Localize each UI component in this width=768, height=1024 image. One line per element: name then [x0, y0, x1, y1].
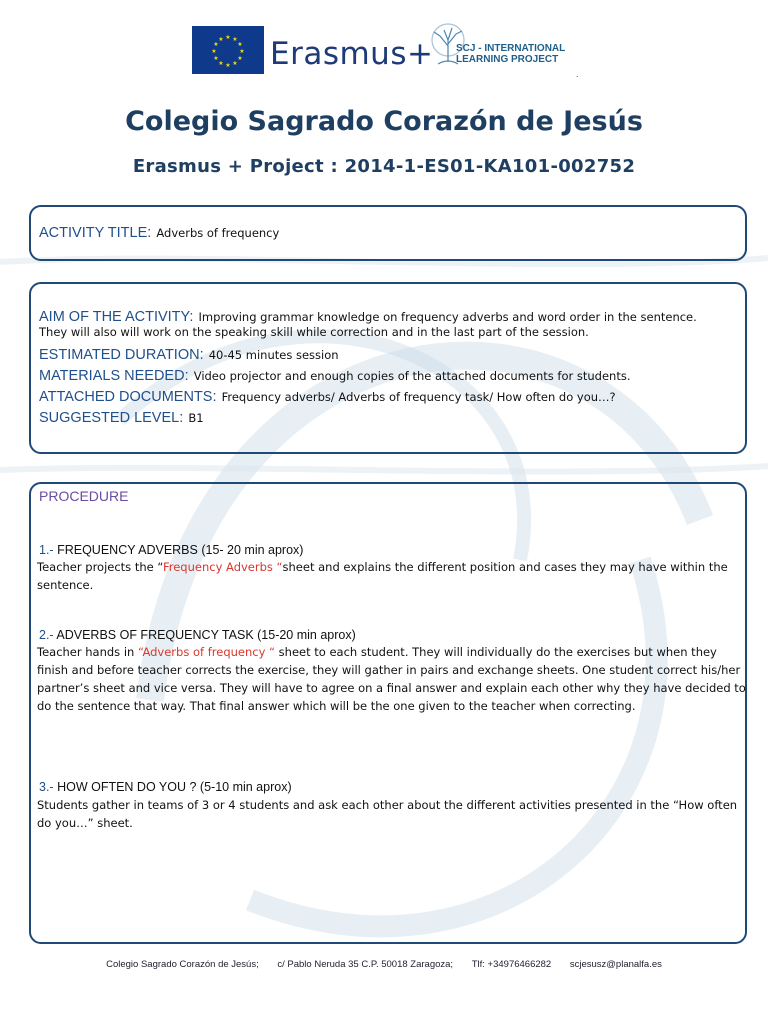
eu-stars-icon — [192, 26, 264, 74]
step-2-heading — [39, 628, 356, 642]
step-2-number: 2.- — [39, 628, 54, 642]
activity-details-box — [29, 282, 747, 454]
svg-text:★: ★ — [218, 36, 224, 43]
decorative-dot: . — [576, 70, 579, 79]
footer-phone: Tlf: +34976466282 — [471, 959, 552, 970]
materials-value: Video projector and enough copies of the attached documents for students. — [193, 369, 631, 383]
step-1-title: FREQUENCY ADVERBS (15- 20 min aprox) — [57, 543, 304, 557]
step-1-number: 1.- — [39, 543, 54, 557]
step-1-heading — [39, 543, 303, 557]
activity-title-label: ACTIVITY TITLE: — [39, 225, 152, 241]
aim-value: Improving grammar knowledge on frequency adverbs and word order in the sentence. — [198, 310, 697, 324]
aim-value-continued: They will also will work on the speaking skill while correction and in the last part of the session. — [39, 325, 589, 339]
adverbs-of-frequency-sheet-name: “Adverbs of frequency “ — [137, 645, 276, 659]
eu-flag-logo — [192, 26, 264, 74]
duration-value: 40-45 minutes session — [208, 348, 339, 362]
aim-label: AIM OF THE ACTIVITY: — [39, 309, 194, 325]
svg-text:★: ★ — [225, 62, 231, 69]
step-1-text: Teacher projects the “Frequency Adverbs “sheet and explains the different position and cases they may have within the sentence. — [37, 560, 728, 592]
activity-title-value: Adverbs of frequency — [156, 226, 280, 240]
svg-text:★: ★ — [225, 34, 231, 41]
suggested-level-value: B1 — [188, 411, 204, 425]
step-2-title: ADVERBS OF FREQUENCY TASK (15-20 min aprox) — [56, 628, 356, 642]
erasmus-plus-logo-text: Erasmus+ — [270, 36, 434, 72]
svg-text:★: ★ — [232, 60, 238, 67]
footer-address: c/ Pablo Neruda 35 C.P. 50018 Zaragoza; — [277, 959, 454, 970]
step-3-text: Students gather in teams of 3 or 4 students and ask each other about the different activities presented in the “How often do you…” sheet. — [37, 798, 738, 830]
page-footer — [0, 959, 768, 970]
activity-title-box — [29, 205, 747, 261]
procedure-box — [29, 482, 747, 944]
step-3-number: 3.- — [39, 780, 54, 794]
svg-text:★: ★ — [218, 60, 224, 67]
svg-text:★: ★ — [213, 55, 219, 62]
materials-label: MATERIALS NEEDED: — [39, 368, 189, 384]
suggested-level-label: SUGGESTED LEVEL: — [39, 410, 184, 426]
scj-logo-text: SCJ - INTERNATIONAL LEARNING PROJECT — [456, 43, 566, 65]
footer-school: Colegio Sagrado Corazón de Jesús; — [106, 959, 259, 970]
step-3-title: HOW OFTEN DO YOU ? (5-10 min aprox) — [57, 780, 292, 794]
procedure-heading: PROCEDURE — [39, 488, 129, 504]
attached-documents-value: Frequency adverbs/ Adverbs of frequency task/ How often do you…? — [221, 390, 616, 404]
svg-text:★: ★ — [237, 41, 243, 48]
duration-label: ESTIMATED DURATION: — [39, 347, 204, 363]
svg-text:★: ★ — [213, 41, 219, 48]
attached-documents-label: ATTACHED DOCUMENTS: — [39, 389, 217, 405]
step-2-text: Teacher hands in “Adverbs of frequency “ sheet to each student. They will individually do the exercises but when they finish and before teacher corrects the exercise, they will gather in pairs and exchange sheets. One student correct his/her partner’s sheet and vice versa. They will have to agree on a final answer and explain each other why they have decided to do the sentence that way. That final answer which will be the one given to the teacher when correcting. — [37, 645, 746, 713]
frequency-adverbs-sheet-name: Frequency Adverbs “ — [162, 560, 283, 574]
project-code-line: Erasmus + Project : 2014-1-ES01-KA101-002752 — [132, 156, 636, 177]
svg-text:★: ★ — [211, 48, 217, 55]
svg-text:★: ★ — [232, 36, 238, 43]
svg-text:★: ★ — [239, 48, 245, 55]
school-title: Colegio Sagrado Corazón de Jesús — [125, 106, 643, 137]
step-3-heading — [39, 780, 292, 794]
svg-text:★: ★ — [237, 55, 243, 62]
footer-email: scjesusz@planalfa.es — [569, 959, 662, 970]
